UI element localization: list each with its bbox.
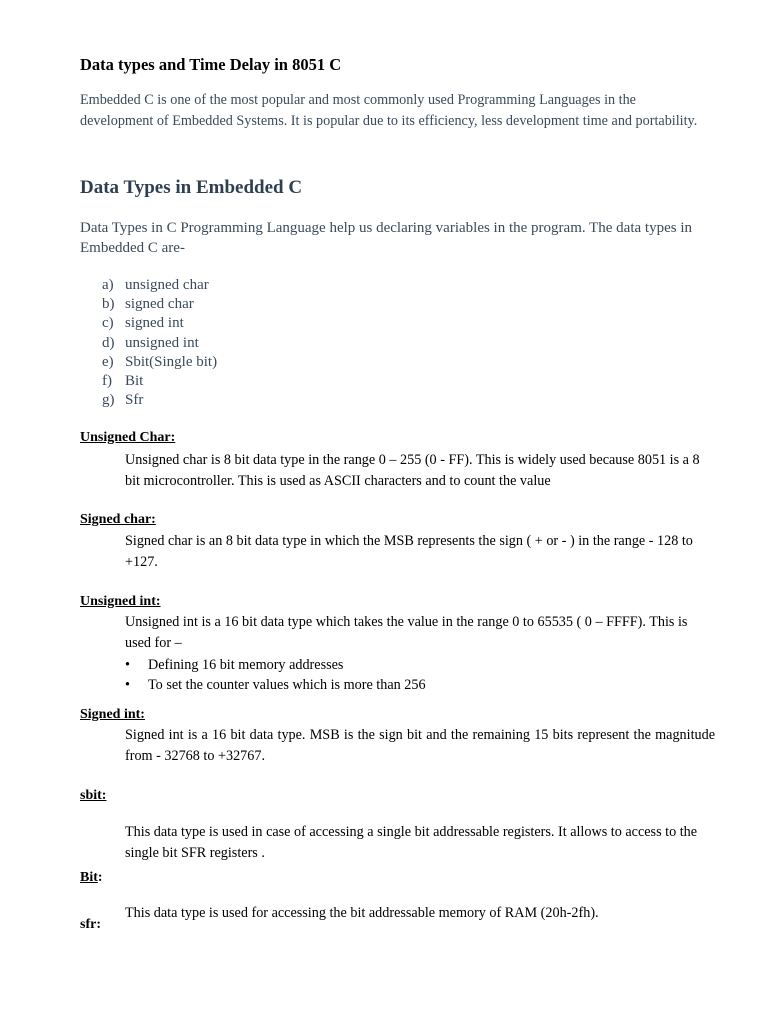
- bullet-icon: •: [125, 657, 130, 673]
- signed-char-text: Signed char is an 8 bit data type in which the MSB represents the sign ( + or - ) in the range - 128 to +127.: [125, 533, 693, 570]
- list-item: [102, 314, 217, 333]
- section-heading: Data Types in Embedded C: [80, 177, 303, 198]
- list-marker: d): [102, 334, 115, 351]
- list-item-label: Defining 16 bit memory addresses: [148, 657, 344, 673]
- list-item-label: signed char: [125, 296, 194, 313]
- unsigned-int-heading: Unsigned int:: [80, 594, 161, 609]
- bit-heading-wrapper: [80, 870, 103, 886]
- unsigned-char-text: Unsigned char is 8 bit data type in the range 0 – 255 (0 - FF). This is widely used because 8051 is a 8 bit microcontroller. This is used as ASCII characters and to count the value: [125, 452, 700, 489]
- document-title: Data types and Time Delay in 8051 C: [80, 55, 342, 74]
- list-item-label: Sbit(Single bit): [125, 353, 218, 370]
- list-item: [102, 391, 217, 410]
- sbit-text: This data type is used in case of accessing a single bit addressable registers. It allows to access to the single bit SFR registers .: [125, 824, 698, 861]
- intro-paragraph: Embedded C is one of the most popular and most commonly used Programming Languages in the development of Embedded Systems. It is popular due to its efficiency, less development time and portability.: [80, 92, 698, 129]
- unsigned-int-text: Unsigned int is a 16 bit data type which takes the value in the range 0 to 65535 ( 0 – FFFF). This is used for –: [125, 614, 688, 651]
- unsigned-int-uses-list: [125, 655, 426, 695]
- list-item: [102, 276, 217, 295]
- unsigned-char-heading: Unsigned Char:: [80, 430, 176, 445]
- signed-int-heading: Signed int:: [80, 707, 145, 722]
- list-marker: c): [102, 315, 114, 332]
- list-item: [102, 353, 217, 372]
- data-types-list: [102, 276, 217, 410]
- list-item: [125, 655, 426, 675]
- list-item: [102, 334, 217, 353]
- list-item-label: unsigned char: [125, 277, 209, 293]
- list-marker: a): [102, 277, 114, 293]
- bit-heading: Bit: [80, 870, 98, 885]
- list-item-label: signed int: [125, 315, 184, 332]
- list-item-label: Bit: [125, 373, 144, 390]
- signed-char-heading: Signed char:: [80, 512, 156, 527]
- list-item: [102, 372, 217, 391]
- section-intro-paragraph: Data Types in C Programming Language help us declaring variables in the program. The data types in Embedded C are-: [80, 220, 692, 256]
- sbit-heading: sbit:: [80, 788, 107, 803]
- signed-int-text: Signed int is a 16 bit data type. MSB is the sign bit and the remaining 15 bits represent the magnitude from - 32768 to +32767.: [125, 727, 715, 764]
- list-marker: f): [102, 373, 112, 390]
- list-item-label: Sfr: [125, 392, 144, 409]
- list-item-label: To set the counter values which is more than 256: [148, 677, 426, 693]
- bit-heading-colon: :: [97, 870, 103, 885]
- list-marker: b): [102, 296, 115, 313]
- bullet-icon: •: [125, 677, 130, 693]
- sfr-heading: sfr:: [80, 917, 101, 932]
- list-marker: g): [102, 392, 115, 409]
- list-item-label: unsigned int: [125, 334, 199, 351]
- list-item: [125, 675, 426, 695]
- list-marker: e): [102, 353, 114, 370]
- bit-text: This data type is used for accessing the bit addressable memory of RAM (20h-2fh).: [125, 905, 599, 921]
- list-item: [102, 295, 217, 314]
